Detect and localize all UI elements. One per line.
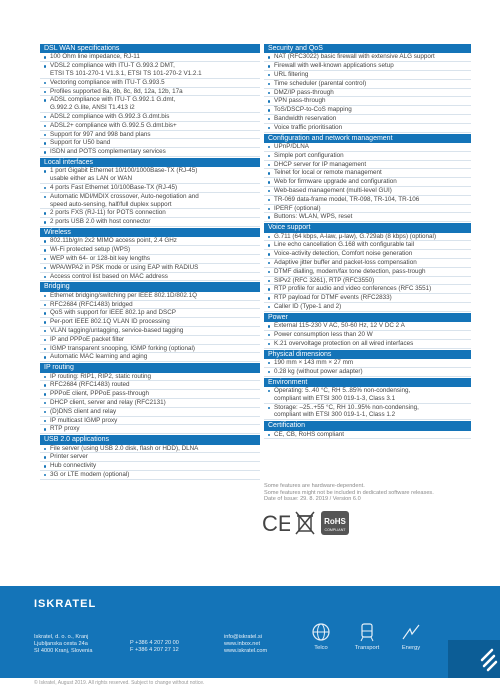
spec-section [264,313,471,349]
spec-item: 2 ports FXS (RJ-11) for POTS connection [40,209,260,218]
spec-section [264,378,471,421]
spec-item: RFC2684 (RFC1483) bridged [40,301,260,310]
spec-item: Adaptive jitter buffer and packet-loss compensation [264,259,471,268]
spec-item: WPA/WPA2 in PSK mode or using EAP with RADIUS [40,264,260,273]
spec-item: IPERF (optional) [264,205,471,214]
spec-item: Simple port configuration [264,152,471,161]
section-heading: Environment [264,378,471,387]
notes [264,483,471,503]
spec-section [264,44,471,133]
spec-item: K.21 overvoltage protection on all wired interfaces [264,340,471,349]
note-line: Some features are hardware-dependent. [264,483,365,489]
spec-item: Web for firmware upgrade and configuration [264,178,471,187]
phone-line: P +386 4 207 20 00 [130,640,179,646]
spec-item: G.711 (64 kbps, A-law, µ-law), G.729ab (8 kbps) (optional) [264,233,471,242]
spec-item: Voice-activity detection, Comfort noise generation [264,250,471,259]
spec-item: SIPv2 (RFC 3261), RTP (RFC3550) [264,277,471,286]
section-heading: Local interfaces [40,158,260,167]
spec-section [40,44,260,157]
spec-item: Voice traffic prioritisation [264,124,471,133]
section-heading: Bridging [40,282,260,291]
icon-label: Telco [314,645,328,651]
spec-item: Caller ID (Type-1 and 2) [264,303,471,312]
spec-item: Storage: –25..+55 °C, RH 10..95% non-condensing, compliant with ETSI 300 019-1-1, Class 1.2 [264,404,471,421]
section-heading: Wireless [40,228,260,237]
spec-item: Support for 997 and 998 band plans [40,131,260,140]
spec-item: (D)DNS client and relay [40,408,260,417]
spec-item: Wi-Fi protected setup (WPS) [40,246,260,255]
corner-graphic-icon [448,640,500,678]
rohs-text: RoHS [324,517,346,526]
spec-item: Ethernet bridging/switching per IEEE 802.1D/802.1Q [40,292,260,301]
spec-item: DTMF dialling, modem/fax tone detection, pass-trough [264,268,471,277]
ce-text: CE [262,511,290,536]
section-heading: USB 2.0 applications [40,435,260,444]
spec-item: Automatic MAC learning and aging [40,353,260,362]
section-heading: Security and QoS [264,44,471,53]
spec-section [264,421,471,439]
spec-item: Time scheduler (parental control) [264,80,471,89]
spec-item: IGMP transparent snooping, IGMP forking (optional) [40,345,260,354]
spec-item: CE, CB, RoHS compliant [264,431,471,440]
spec-section [264,134,471,223]
spec-item: 1 port Gigabit Ethernet 10/100/1000Base-TX (RJ-45) usable either as LAN or WAN [40,167,260,184]
spec-section [40,158,260,227]
footer [0,586,500,678]
spec-item: TR-069 data-frame model, TR-098, TR-104, TR-106 [264,196,471,205]
certification-logos [262,510,382,536]
spec-item: 4 ports Fast Ethernet 10/100Base-TX (RJ-45) [40,184,260,193]
spec-item: External 115-230 V AC, 50-60 Hz, 12 V DC 2 A [264,322,471,331]
spec-item: ADSL2+ compliance with G.992.5 G.dmt.bis+ [40,122,260,131]
spec-item: Line echo cancellation G.168 with configurable tail [264,241,471,250]
address-block [34,634,92,654]
spec-item: RTP proxy [40,425,260,434]
spec-item: Vectoring compliance with ITU-T G.993.5 [40,79,260,88]
spec-item: Support for U50 band [40,139,260,148]
icon-label: Energy [401,645,421,651]
email-link[interactable]: info@iskratel.si [224,634,263,640]
web-block [224,634,267,654]
brand-logo [34,598,96,610]
note-line: Some features might not be included in dedicated software releases. [264,489,434,496]
spec-item: 2 ports USB 2.0 with host connector [40,218,260,227]
left-column [40,44,260,481]
spec-item: QoS with support for IEEE 802.1p and DSCP [40,309,260,318]
section-heading: Voice support [264,223,471,232]
spec-item: NAT (RFC3022) basic firewall with extensive ALG support [264,53,471,62]
right-column [264,44,471,440]
spec-section [264,350,471,377]
address-line: Iskratel, d. o. o., Kranj [34,634,89,640]
spec-section [40,435,260,480]
spec-item: 0.28 kg (without power adapter) [264,368,471,377]
web-link[interactable]: www.inbox.net [224,640,261,647]
spec-item: Power consumption less than 20 W [264,331,471,340]
spec-item: ToS/DSCP-to-CoS mapping [264,106,471,115]
spec-item: VPN pass-through [264,97,471,106]
address-line: SI 4000 Kranj, Slovenia [34,647,93,654]
note-line: Date of Issue: 29. 8. 2019 / Version 6.0 [264,496,361,503]
spec-item: ADSL2 compliance with G.992.3 G.dmt.bis [40,113,260,122]
section-heading: DSL WAN specifications [40,44,260,53]
web-link[interactable]: www.iskratel.com [224,647,268,654]
spec-item: RTP payload for DTMF events (RFC2833) [264,294,471,303]
icon-label: Transport [354,645,380,651]
spec-item: Operating: 5..40 °C, RH 5..85% non-condensing, compliant with ETSI 300 019-1-3, Class 3.1 [264,387,471,404]
spec-item: DHCP server for IP management [264,161,471,170]
brand-part-a: ISKRA [34,598,73,610]
spec-item: File server (using USB 2.0 disk, flash or HDD), DLNA [40,445,260,454]
spec-section [40,363,260,434]
spec-item: Access control list based on MAC address [40,273,260,282]
spec-item: Hub connectivity [40,462,260,471]
spec-item: IP routing: RIP1, RIP2, static routing [40,373,260,382]
spec-item: DMZ/IP pass-through [264,89,471,98]
spec-item: VLAN tagging/untagging, service-based tagging [40,327,260,336]
spec-item: DHCP client, server and relay (RFC2131) [40,399,260,408]
spec-item: Bandwidth reservation [264,115,471,124]
fax-line: F +386 4 207 27 12 [130,646,179,653]
spec-item: Telnet for local or remote management [264,169,471,178]
spec-item: URL filtering [264,71,471,80]
spec-item: Web-based management (multi-level GUI) [264,187,471,196]
telco-icon [304,622,338,651]
spec-item: Profiles supported 8a, 8b, 8c, 8d, 12a, 12b, 17a [40,88,260,97]
spec-item: IP multicast IGMP proxy [40,417,260,426]
address-line: Ljubljanska cesta 24a [34,640,88,647]
copyright: © Iskratel, August 2019. All rights reserved. Subject to change without notice. [34,680,205,686]
spec-section [264,223,471,312]
spec-item: ADSL compliance with ITU-T G.992.1 G.dmt, G.992.2 G.lite, ANSI T1.413 i2 [40,96,260,113]
spec-item: Per-port IEEE 802.1Q VLAN ID processing [40,318,260,327]
rohs-badge-icon [320,510,350,536]
section-heading: IP routing [40,363,260,372]
brand-part-b: TEL [72,598,97,610]
phone-block [130,640,179,654]
spec-item: WEP with 64- or 128-bit key lengths [40,255,260,264]
energy-icon [394,622,428,651]
spec-item: ISDN and POTS complementary services [40,148,260,157]
section-heading: Certification [264,421,471,430]
spec-item: 100 Ohm line impedance, RJ-11 [40,53,260,62]
weee-bin-icon [294,510,316,536]
spec-section [40,282,260,362]
section-heading: Power [264,313,471,322]
spec-item: 802.11b/g/n 2x2 MIMO access point, 2.4 GHz [40,237,260,246]
spec-item: Firewall with well-known applications setup [264,62,471,71]
spec-item: VDSL2 compliance with ITU-T G.993.2 DMT, ETSI TS 101-270-1 V1.3.1, ETSI TS 101-270-2 V1.2.1 [40,62,260,79]
section-heading: Physical dimensions [264,350,471,359]
spec-item: Printer server [40,453,260,462]
spec-section [40,228,260,281]
spec-item: 190 mm × 143 mm × 27 mm [264,359,471,368]
rohs-sub-text: COMPLIANT [324,528,346,532]
spec-item: 3G or LTE modem (optional) [40,471,260,480]
transport-icon [350,622,384,651]
spec-item: PPPoE client, PPPoE pass-through [40,390,260,399]
spec-item: Automatic MDI/MDIX crossover, Auto-negotiation and speed auto-sensing, half/full duplex support [40,193,260,210]
spec-item: IP and PPPoE packet filter [40,336,260,345]
spec-item: UPnP/DLNA [264,143,471,152]
ce-mark-icon [262,510,290,536]
spec-item: RFC2684 (RFC1483) routed [40,381,260,390]
spec-item: RTP profile for audio and video conferences (RFC 3551) [264,285,471,294]
spec-item: Buttons: WLAN, WPS, reset [264,213,471,222]
section-heading: Configuration and network management [264,134,471,143]
